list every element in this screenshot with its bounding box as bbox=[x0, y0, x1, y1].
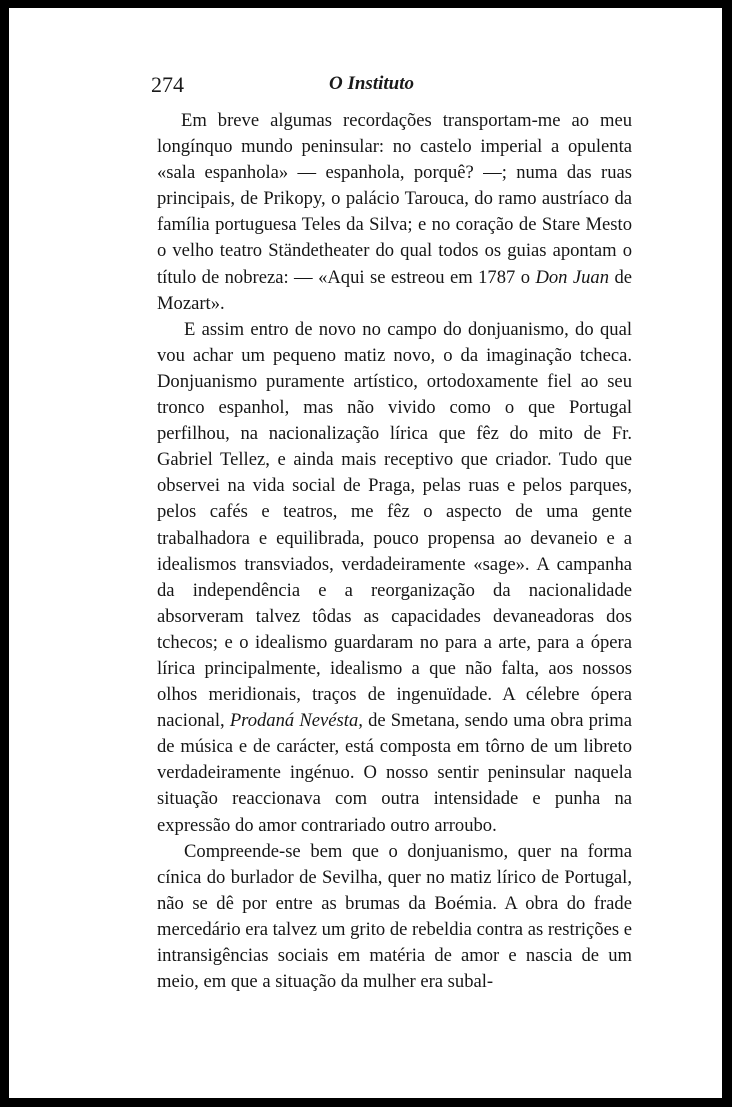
paragraph-1-text-end: de Mozart». bbox=[157, 266, 632, 314]
page-number: 274 bbox=[151, 72, 184, 97]
paragraph-1 bbox=[157, 108, 632, 317]
paragraph-2-text-end: de Smetana, sendo uma obra prima de música e de carácter, está composta em tôrno de um libreto verdadeiramente ingénuo. O nosso sentir peninsular naquela situação reaccionava com outra intensidade e punha na expressão do amor contrariado outro arroubo. bbox=[157, 710, 632, 836]
paragraph-1-text: Em breve algumas recordações transportam-me ao meu longínquo mundo peninsular: no castelo imperial a opulenta «sala espanhola» — espanhola, porquê? —; numa das ruas principais, de Prikopy, o palácio Tarouca, do ramo austríaco da família portuguesa Teles da Silva; e no coração de Stare Mesto o velho teatro Ständetheater do qual todos os guias apontam o título de nobreza: — «Aqui se estreou em 1787 o bbox=[157, 110, 632, 288]
paragraph-3 bbox=[157, 839, 632, 996]
paragraph-2-text: E assim entro de novo no campo do donjuanismo, do qual vou achar um pequeno matiz novo, o da imaginação tcheca. Donjuanismo puramente artístico, ortodoxamente fiel ao seu tronco espanhol, mas não vivido como o que Portugal perfilhou, na nacionalização lírica que fêz do mito de Fr. Gabriel Tellez, e ainda mais receptivo que criador. Tudo que observei na vida social de Praga, pelas ruas e pelos parques, pelos cafés e teatros, me fêz o aspecto de uma gente trabalhadora e equilibrada, pouco propensa ao devaneio e a idealismos transviados, verdadeiramente «sage». A campanha da independência e a reorganização da nacionalidade absorveram talvez tôdas as capacidades devaneadoras dos tchecos; e o idealismo guardaram no para a arte, para a ópera lírica principalmente, idealismo a que não falta, aos nossos olhos meridionais, traços de ingenuïdade. A célebre ópera nacional, bbox=[157, 318, 632, 732]
journal-title: O Instituto bbox=[329, 73, 415, 94]
paragraph-2 bbox=[157, 317, 632, 839]
running-head bbox=[9, 68, 722, 98]
book-page bbox=[9, 8, 722, 1098]
paragraph-2-italic-title: Prodaná Nevésta, bbox=[229, 710, 363, 732]
paragraph-1-italic-title: Don Juan bbox=[535, 266, 610, 288]
body-text bbox=[157, 108, 632, 995]
paragraph-3-text: Compreende-se bem que o donjuanismo, quer na forma cínica do burlador de Sevilha, quer no matiz lírico de Portugal, não se dê por entre as brumas da Boémia. A obra do frade mercedário era talvez um grito de rebeldia contra as restrições e intransigências sociais em matéria de amor e nascia de um meio, em que a situação da mulher era subal- bbox=[157, 840, 632, 993]
